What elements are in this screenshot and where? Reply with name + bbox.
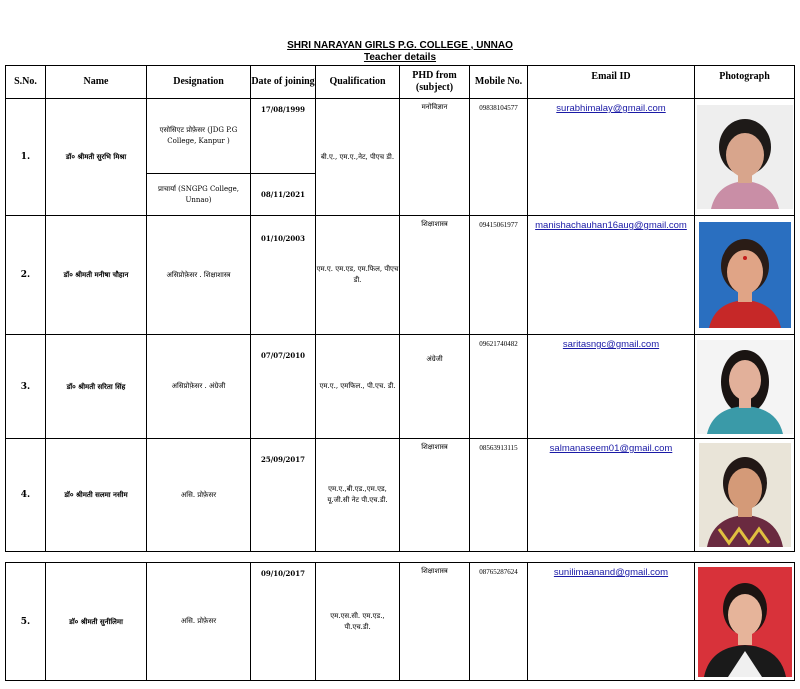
- teacher-table: [5, 65, 795, 552]
- row-phd: मनोविज्ञान: [400, 99, 470, 216]
- row-mobile: 09838104577: [470, 99, 528, 216]
- row-designation: असि. प्रोफ़ेसर: [147, 563, 251, 681]
- row-name: डॉ० श्रीमती सलमा नसीम: [46, 439, 147, 552]
- header-mobile: Mobile No.: [470, 66, 528, 99]
- header-row: [6, 66, 795, 99]
- header-name: Name: [46, 66, 147, 99]
- row-mobile: 09415061977: [470, 216, 528, 335]
- row-photograph: [695, 216, 795, 335]
- row-designation: असिप्रोफ़ेसर . शिक्षाशास्त्र: [147, 216, 251, 335]
- row-photograph: [695, 99, 795, 216]
- college-title: SHRI NARAYAN GIRLS P.G. COLLEGE , UNNAO: [287, 40, 513, 51]
- email-link[interactable]: manishachauhan16aug@gmail.com: [535, 220, 687, 231]
- row-qualification: एम.एस.सी. एम.एड., पी.एच.डी.: [316, 563, 400, 681]
- teacher-photo: [699, 443, 791, 547]
- row-phd: शिक्षाशास्त्र: [400, 439, 470, 552]
- row-name: डॉ० श्रीमती सरिता सिंह: [46, 335, 147, 439]
- row-email: [528, 563, 695, 681]
- table-row: [6, 216, 795, 335]
- teacher-photo: [698, 567, 792, 677]
- row-mobile: 08765287624: [470, 563, 528, 681]
- row-email: [528, 216, 695, 335]
- row-mobile: 08563913115: [470, 439, 528, 552]
- row-email: [528, 99, 695, 216]
- header-date-of-joining: Date of joining: [251, 66, 316, 99]
- row-email: [528, 335, 695, 439]
- row-name: डॉ० श्रीमती सुनीलिमा: [46, 563, 147, 681]
- row-designation: असि. प्रोफ़ेसर: [147, 439, 251, 552]
- row-name: डॉ० श्रीमती सुरभि मिश्रा: [46, 99, 147, 216]
- email-link[interactable]: salmanaseem01@gmail.com: [549, 443, 673, 454]
- row-qualification: एम.ए. एम.एड, एम.फिल, पीएच डी.: [316, 216, 400, 335]
- row-email: [528, 439, 695, 552]
- header-photograph: Photograph: [695, 66, 795, 99]
- row-mobile: 09621740482: [470, 335, 528, 439]
- row-name: डॉ० श्रीमती मनीषा चौहान: [46, 216, 147, 335]
- row-sno: 3.: [6, 335, 46, 439]
- row-designation-2: प्राचार्या (SNGPG College, Unnao): [147, 174, 251, 216]
- row-date-of-joining: 25/09/2017: [251, 439, 316, 552]
- table-row: [6, 439, 795, 552]
- teacher-photo: [697, 105, 793, 209]
- teacher-photo: [699, 222, 791, 328]
- header-designation: Designation: [147, 66, 251, 99]
- email-link[interactable]: surabhimalay@gmail.com: [556, 103, 666, 114]
- header-sno: S.No.: [6, 66, 46, 99]
- row-phd: शिक्षाशास्त्र: [400, 216, 470, 335]
- header-email: Email ID: [528, 66, 695, 99]
- header-qualification: Qualification: [316, 66, 400, 99]
- row-phd: शिक्षाशास्त्र: [400, 563, 470, 681]
- row-designation: असिप्रोफ़ेसर . अंग्रेजी: [147, 335, 251, 439]
- row-sno: 1.: [6, 99, 46, 216]
- row-designation: एसोसिएट प्रोफ़ेसर (JDG P.G College, Kanpur ): [147, 99, 251, 174]
- row-sno: 5.: [6, 563, 46, 681]
- teacher-table-continued: [5, 562, 795, 681]
- row-date-of-joining: 17/08/1999: [251, 99, 316, 174]
- row-date-of-joining: 01/10/2003: [251, 216, 316, 335]
- row-phd: अंग्रेजी: [400, 335, 470, 439]
- table-row: [6, 99, 795, 174]
- row-date-of-joining: 07/07/2010: [251, 335, 316, 439]
- row-qualification: एम.ए.,बी.एड.,एम.एड, यू.जी.सी नेट पी.एच.डी.: [316, 439, 400, 552]
- header-phd: PHD from (subject): [400, 66, 470, 99]
- row-qualification: बी.ए., एम.ए.,नेट, पीएच डी.: [316, 99, 400, 216]
- page-subtitle: Teacher details: [363, 52, 437, 63]
- row-sno: 4.: [6, 439, 46, 552]
- email-link[interactable]: saritasngc@gmail.com: [562, 339, 660, 350]
- row-sno: 2.: [6, 216, 46, 335]
- row-date-of-joining-2: 08/11/2021: [251, 174, 316, 216]
- row-photograph: [695, 335, 795, 439]
- teacher-photo: [697, 340, 793, 434]
- row-photograph: [695, 563, 795, 681]
- table-row: [6, 335, 795, 439]
- row-photograph: [695, 439, 795, 552]
- table-row: [6, 563, 795, 681]
- row-qualification: एम.ए., एमफिल., पी.एच. डी.: [316, 335, 400, 439]
- row-date-of-joining: 09/10/2017: [251, 563, 316, 681]
- email-link[interactable]: sunilimaanand@gmail.com: [553, 567, 669, 578]
